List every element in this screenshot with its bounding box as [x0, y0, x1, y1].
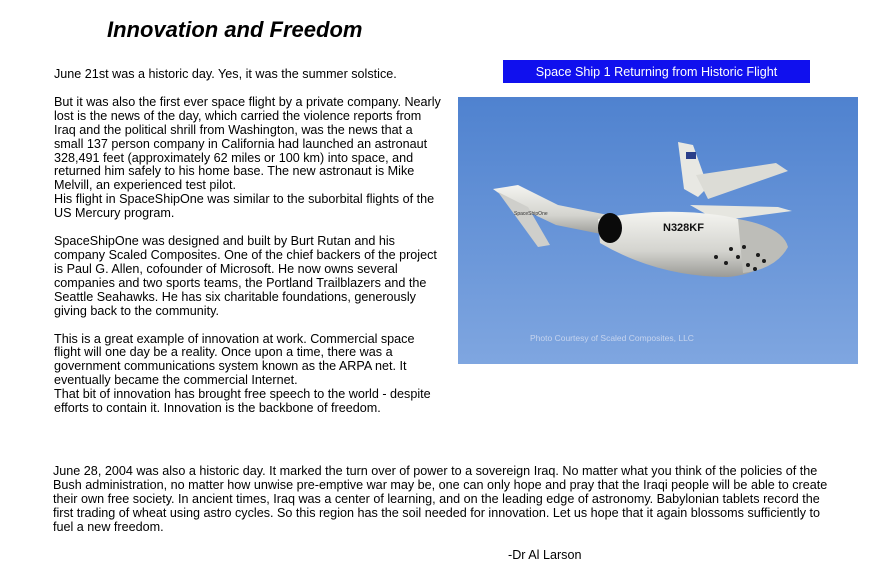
spaceship-photo	[458, 97, 858, 364]
paragraph-solstice: June 21st was a historic day. Yes, it was the summer solstice.	[54, 67, 397, 81]
paragraph-spaceshipone: SpaceShipOne was designed and built by Burt Rutan and his company Scaled Composites. One of the chief backers of the project is Paul G. Allen, cofounder of Microsoft. He now owns several companies and two sports teams, the Portland Trailblazers and the Seattle Seahawks. He has six charitable foundations, generously giving back to the community.	[54, 234, 437, 318]
fuselage-text: SpaceShipOne	[514, 211, 548, 217]
page-title: Innovation and Freedom	[107, 17, 363, 42]
photo-credit: Photo Courtesy of Scaled Composites, LLC	[530, 333, 694, 343]
paragraph-spaceflight: But it was also the first ever space flight by a private company. Nearly lost is the news of the day, which carried the violence reports from Iraq and the political shrill from Washington, was the news that a small 137 person company in California had launched an astronaut 328,491 feet (approximately 62 miles or 100 km) into space, and returned him safely to his home base. The new astronaut is Mike Melvill, an experienced test pilot. His flight in SpaceShipOne was similar to the suborbital flights of the US Mercury program.	[54, 94, 441, 221]
tail-flag	[686, 152, 696, 159]
closing-paragraph: June 28, 2004 was also a historic day. It marked the turn over of power to a sovereign Iraq. No matter what you think of the policies of the Bush administration, no matter how unwise pre-emptive war may be, one can only hope and pray that the Iraqi people will be able to create their own free society. In ancient times, Iraq was a center of learning, and on the leading edge of astronomy. Babylonian tablets record the first trading of wheat using astro cycles. So this region has the soil needed for innovation. Let us hope that it again blossoms sufficiently to fuel a new freedom.	[53, 464, 828, 534]
signature: -Dr Al Larson	[508, 548, 582, 562]
article-column	[54, 68, 444, 430]
paragraph-innovation: This is a great example of innovation at work. Commercial space flight will one day be a reality. Once upon a time, there was a government communications system known as the ARPA net. It eventually became the commercial Internet. That bit of innovation has brought free speech to the world - despite efforts to contain it. Innovation is the backbone of freedom.	[54, 331, 431, 416]
tail-number: N328KF	[663, 222, 704, 234]
photo-caption: Space Ship 1 Returning from Historic Flight	[503, 60, 810, 83]
rocket-nozzle	[598, 213, 622, 243]
